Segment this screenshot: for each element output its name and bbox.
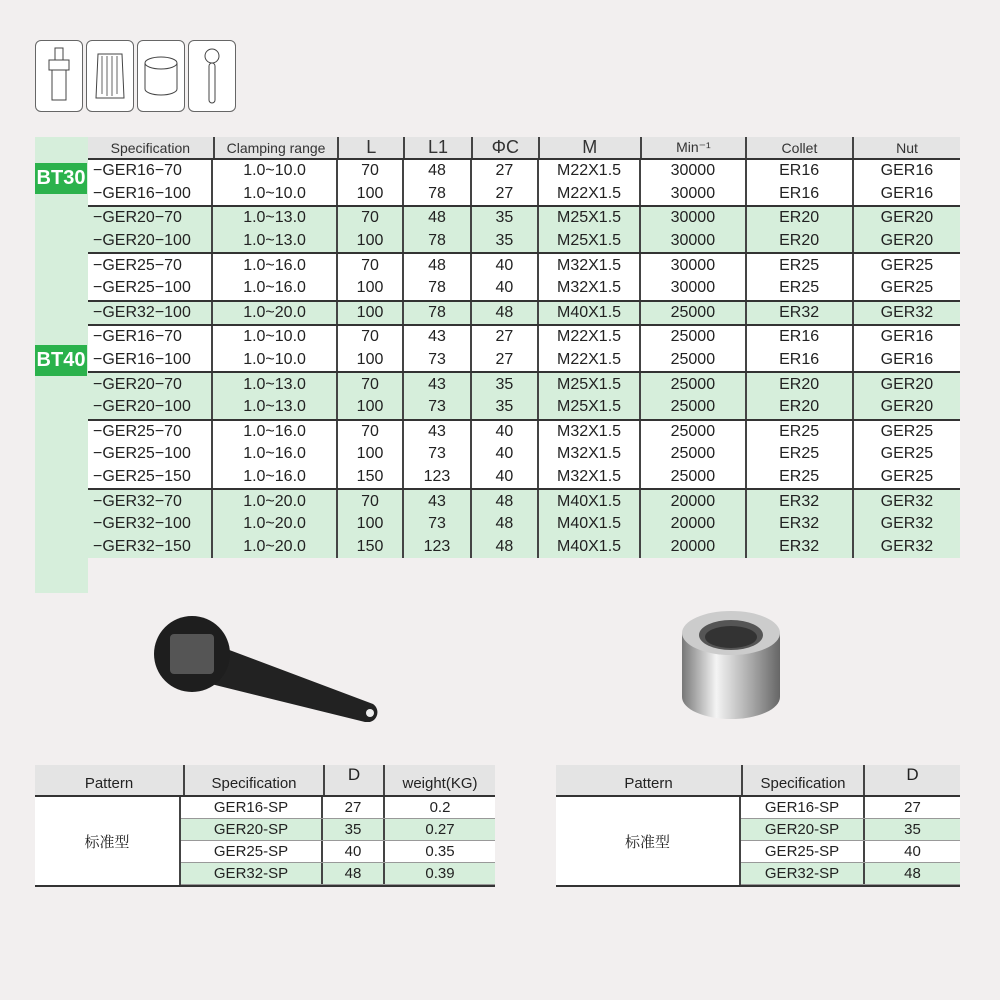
table-cell: 25000 xyxy=(641,443,746,466)
table-cell: 123 xyxy=(404,466,472,489)
table-cell: GER32-SP xyxy=(181,863,323,884)
row-group xyxy=(88,158,960,205)
table-cell: M25X1.5 xyxy=(539,396,641,419)
table-row xyxy=(88,396,960,419)
table-cell: −GER20−70 xyxy=(88,373,213,396)
table-cell: ER32 xyxy=(747,536,854,559)
column-header: Specification xyxy=(185,765,325,795)
table-row xyxy=(88,230,960,253)
nut-icon[interactable] xyxy=(137,40,185,112)
row-group xyxy=(88,300,960,325)
table-cell: 40 xyxy=(323,841,385,862)
table-cell: GER25-SP xyxy=(741,841,865,862)
pull-stud-icon[interactable] xyxy=(35,40,83,112)
table-cell: GER25 xyxy=(880,468,934,486)
table-header xyxy=(88,137,960,158)
table-cell: 35 xyxy=(904,821,921,838)
table-cell: 30000 xyxy=(641,277,746,300)
table-cell: 40 xyxy=(904,843,921,860)
table-cell: 0.39 xyxy=(425,865,455,882)
table-cell: 40 xyxy=(472,466,539,489)
row-group xyxy=(88,371,960,418)
wrench-icon[interactable] xyxy=(188,40,236,112)
table-row xyxy=(88,349,960,372)
table-cell: 40 xyxy=(472,443,539,466)
table-cell: 25000 xyxy=(641,373,746,396)
table-cell: M25X1.5 xyxy=(539,230,641,253)
table-row xyxy=(88,277,960,300)
table-cell: 27 xyxy=(472,160,539,183)
table-cell: 40 xyxy=(472,254,539,277)
table-row xyxy=(88,302,960,325)
table-cell: 78 xyxy=(404,230,472,253)
table-cell: ER16 xyxy=(747,326,854,349)
table-row xyxy=(181,863,495,885)
table-cell: M22X1.5 xyxy=(539,326,641,349)
table-cell: 100 xyxy=(338,513,404,536)
table-cell: 1.0~13.0 xyxy=(213,373,338,396)
table-cell: 70 xyxy=(338,421,404,444)
table-cell: 78 xyxy=(404,277,472,300)
table-cell: M32X1.5 xyxy=(539,421,641,444)
table-cell: 20000 xyxy=(641,536,746,559)
table-cell: 73 xyxy=(404,513,472,536)
table-cell: GER16 xyxy=(880,162,934,180)
table-cell: 70 xyxy=(338,490,404,513)
table-cell: −GER20−100 xyxy=(88,230,213,253)
table-cell: ER16 xyxy=(747,183,854,206)
table-cell: 25000 xyxy=(641,326,746,349)
table-cell: GER20 xyxy=(880,398,934,416)
table-row xyxy=(88,490,960,513)
table-cell: GER20 xyxy=(880,209,934,227)
table-row xyxy=(88,443,960,466)
table-cell: 70 xyxy=(338,373,404,396)
table-cell: 78 xyxy=(404,302,472,325)
table-cell: 1.0~20.0 xyxy=(213,302,338,325)
column-header: Clamping range xyxy=(215,137,340,158)
table-cell: 48 xyxy=(404,160,472,183)
table-cell: −GER32−150 xyxy=(88,536,213,559)
column-header: Pattern xyxy=(35,765,185,795)
table-cell: GER20 xyxy=(880,375,934,393)
table-cell: 30000 xyxy=(641,254,746,277)
table-header xyxy=(556,765,960,797)
table-cell: ER25 xyxy=(747,421,854,444)
table-cell: −GER25−70 xyxy=(88,254,213,277)
table-cell: GER16 xyxy=(880,184,934,202)
table-cell: 48 xyxy=(472,536,539,559)
table-cell: M22X1.5 xyxy=(539,183,641,206)
table-cell: 48 xyxy=(472,513,539,536)
table-cell: ER20 xyxy=(747,373,854,396)
column-header: D xyxy=(325,765,385,795)
table-cell: ER25 xyxy=(747,277,854,300)
pattern-cell: 标准型 xyxy=(556,797,741,885)
column-header: Specification xyxy=(743,765,865,795)
table-cell: 1.0~16.0 xyxy=(213,254,338,277)
table-cell: 70 xyxy=(338,160,404,183)
table-cell: 30000 xyxy=(641,160,746,183)
table-cell: 30000 xyxy=(641,207,746,230)
table-cell: ER20 xyxy=(747,230,854,253)
table-row xyxy=(88,421,960,444)
table-cell: 150 xyxy=(338,536,404,559)
row-group xyxy=(88,252,960,299)
table-cell: 40 xyxy=(472,421,539,444)
table-cell: 78 xyxy=(404,183,472,206)
table-cell: 73 xyxy=(404,349,472,372)
table-cell: GER25-SP xyxy=(181,841,323,862)
table-cell: 48 xyxy=(472,490,539,513)
table-cell: 20000 xyxy=(641,513,746,536)
rows-container xyxy=(181,797,495,885)
table-cell: 0.27 xyxy=(425,821,455,838)
table-cell: −GER25−100 xyxy=(88,443,213,466)
table-row xyxy=(741,863,960,885)
column-header: Specification xyxy=(88,137,215,158)
table-cell: GER25 xyxy=(880,279,934,297)
table-cell: 0.35 xyxy=(425,843,455,860)
table-cell: 1.0~20.0 xyxy=(213,513,338,536)
column-header: Collet xyxy=(747,137,854,158)
table-cell: M32X1.5 xyxy=(539,443,641,466)
table-cell: ER16 xyxy=(747,349,854,372)
table-cell: 27 xyxy=(904,799,921,816)
table-cell: ER25 xyxy=(747,443,854,466)
table-cell: 20000 xyxy=(641,490,746,513)
column-header: weight(KG) xyxy=(402,775,478,792)
table-cell: M40X1.5 xyxy=(539,536,641,559)
table-cell: 150 xyxy=(338,466,404,489)
table-cell: 27 xyxy=(472,326,539,349)
table-cell: ER20 xyxy=(747,396,854,419)
table-cell: 73 xyxy=(404,443,472,466)
column-header: ΦC xyxy=(473,137,540,158)
table-cell: ER32 xyxy=(747,513,854,536)
table-cell: 48 xyxy=(904,865,921,882)
table-cell: 35 xyxy=(472,230,539,253)
column-header: Nut xyxy=(896,139,918,156)
table-cell: 48 xyxy=(323,863,385,884)
table-row xyxy=(181,819,495,841)
table-cell: GER32 xyxy=(880,303,934,321)
table-cell: M32X1.5 xyxy=(539,277,641,300)
wrench-image xyxy=(148,612,388,722)
table-cell: 43 xyxy=(404,490,472,513)
table-cell: 1.0~20.0 xyxy=(213,490,338,513)
table-row xyxy=(181,841,495,863)
table-cell: 30000 xyxy=(641,183,746,206)
table-cell: 48 xyxy=(404,254,472,277)
table-row xyxy=(88,183,960,206)
series-badge-bt40: BT40 xyxy=(35,345,87,376)
table-cell: −GER20−70 xyxy=(88,207,213,230)
table-cell: 1.0~16.0 xyxy=(213,421,338,444)
table-cell: 100 xyxy=(338,396,404,419)
table-cell: 70 xyxy=(338,254,404,277)
table-cell: −GER16−100 xyxy=(88,183,213,206)
nut-spec-table xyxy=(556,765,960,887)
table-cell: 123 xyxy=(404,536,472,559)
table-cell: 100 xyxy=(338,349,404,372)
table-row xyxy=(741,841,960,863)
table-cell: M32X1.5 xyxy=(539,466,641,489)
table-cell: GER20 xyxy=(880,232,934,250)
nut-image xyxy=(678,605,784,723)
table-body xyxy=(556,797,960,887)
table-row xyxy=(88,207,960,230)
row-group xyxy=(88,324,960,371)
product-icons xyxy=(35,40,236,112)
table-cell: 27 xyxy=(323,797,385,818)
table-cell: 73 xyxy=(404,396,472,419)
table-cell: 25000 xyxy=(641,421,746,444)
collet-icon[interactable] xyxy=(86,40,134,112)
table-cell: GER16-SP xyxy=(181,797,323,818)
table-cell: 1.0~13.0 xyxy=(213,230,338,253)
table-cell: 100 xyxy=(338,302,404,325)
table-cell: M40X1.5 xyxy=(539,490,641,513)
table-cell: 48 xyxy=(404,207,472,230)
table-cell: GER32 xyxy=(880,537,934,555)
table-cell: −GER25−150 xyxy=(88,466,213,489)
table-cell: 1.0~10.0 xyxy=(213,160,338,183)
table-cell: GER16 xyxy=(880,328,934,346)
table-cell: M40X1.5 xyxy=(539,302,641,325)
table-cell: 1.0~16.0 xyxy=(213,277,338,300)
table-cell: −GER25−70 xyxy=(88,421,213,444)
column-header: L1 xyxy=(405,137,473,158)
table-row xyxy=(741,819,960,841)
table-cell: −GER16−100 xyxy=(88,349,213,372)
table-cell: −GER32−70 xyxy=(88,490,213,513)
table-row xyxy=(88,326,960,349)
table-cell: 43 xyxy=(404,326,472,349)
table-cell: ER16 xyxy=(747,160,854,183)
table-cell: 35 xyxy=(472,373,539,396)
table-header xyxy=(35,765,495,797)
table-cell: 27 xyxy=(472,349,539,372)
table-cell: 1.0~10.0 xyxy=(213,183,338,206)
spec-table xyxy=(35,137,960,558)
table-cell: 30000 xyxy=(641,230,746,253)
table-cell: 43 xyxy=(404,373,472,396)
table-cell: 25000 xyxy=(641,302,746,325)
table-cell: 70 xyxy=(338,326,404,349)
table-cell: 1.0~10.0 xyxy=(213,349,338,372)
table-cell: 48 xyxy=(472,302,539,325)
table-cell: M22X1.5 xyxy=(539,349,641,372)
table-cell: ER20 xyxy=(747,207,854,230)
table-cell: 100 xyxy=(338,277,404,300)
table-cell: ER25 xyxy=(747,254,854,277)
table-cell: 35 xyxy=(472,207,539,230)
table-cell: 100 xyxy=(338,443,404,466)
table-cell: ER32 xyxy=(747,302,854,325)
table-cell: GER32 xyxy=(880,492,934,510)
table-cell: 43 xyxy=(404,421,472,444)
column-header: L xyxy=(339,137,405,158)
table-row xyxy=(88,513,960,536)
series-badge-bt30: BT30 xyxy=(35,163,87,194)
table-cell: GER20-SP xyxy=(741,819,865,840)
column-header: M xyxy=(540,137,642,158)
table-cell: GER20-SP xyxy=(181,819,323,840)
table-cell: GER16 xyxy=(880,351,934,369)
table-row xyxy=(181,797,495,819)
table-cell: GER32 xyxy=(880,515,934,533)
table-cell: 100 xyxy=(338,230,404,253)
table-cell: −GER32−100 xyxy=(88,302,213,325)
table-cell: 1.0~16.0 xyxy=(213,443,338,466)
row-group xyxy=(88,419,960,489)
table-cell: GER32-SP xyxy=(741,863,865,884)
table-cell: 25000 xyxy=(641,349,746,372)
table-cell: ER25 xyxy=(747,466,854,489)
table-row xyxy=(88,536,960,559)
table-cell: M32X1.5 xyxy=(539,254,641,277)
table-cell: 25000 xyxy=(641,396,746,419)
table-cell: GER25 xyxy=(880,422,934,440)
column-header: D xyxy=(906,765,919,784)
table-cell: 27 xyxy=(472,183,539,206)
pattern-cell: 标准型 xyxy=(35,797,181,885)
table-cell: 35 xyxy=(323,819,385,840)
table-cell: 35 xyxy=(472,396,539,419)
table-cell: GER16-SP xyxy=(741,797,865,818)
column-header: Min⁻¹ xyxy=(642,137,747,158)
table-row xyxy=(741,797,960,819)
column-header: Pattern xyxy=(556,765,743,795)
wrench-spec-table xyxy=(35,765,495,887)
table-body xyxy=(35,797,495,887)
table-cell: 0.2 xyxy=(429,799,451,816)
table-cell: GER25 xyxy=(880,445,934,463)
table-row xyxy=(88,466,960,489)
table-cell: −GER32−100 xyxy=(88,513,213,536)
rows-container xyxy=(741,797,960,885)
series-column xyxy=(35,137,88,593)
table-cell: M25X1.5 xyxy=(539,207,641,230)
table-cell: −GER16−70 xyxy=(88,326,213,349)
table-row xyxy=(88,160,960,183)
table-cell: M25X1.5 xyxy=(539,373,641,396)
table-cell: 40 xyxy=(472,277,539,300)
table-cell: 1.0~13.0 xyxy=(213,207,338,230)
table-cell: ER32 xyxy=(747,490,854,513)
table-cell: GER25 xyxy=(880,256,934,274)
table-cell: 70 xyxy=(338,207,404,230)
table-cell: −GER16−70 xyxy=(88,160,213,183)
table-cell: 1.0~10.0 xyxy=(213,326,338,349)
table-cell: 1.0~20.0 xyxy=(213,536,338,559)
table-cell: 25000 xyxy=(641,466,746,489)
table-cell: 1.0~16.0 xyxy=(213,466,338,489)
table-cell: M40X1.5 xyxy=(539,513,641,536)
table-cell: 100 xyxy=(338,183,404,206)
row-group xyxy=(88,488,960,558)
table-cell: −GER25−100 xyxy=(88,277,213,300)
table-row xyxy=(88,373,960,396)
table-row xyxy=(88,254,960,277)
table-cell: 1.0~13.0 xyxy=(213,396,338,419)
table-cell: −GER20−100 xyxy=(88,396,213,419)
row-group xyxy=(88,205,960,252)
table-cell: M22X1.5 xyxy=(539,160,641,183)
